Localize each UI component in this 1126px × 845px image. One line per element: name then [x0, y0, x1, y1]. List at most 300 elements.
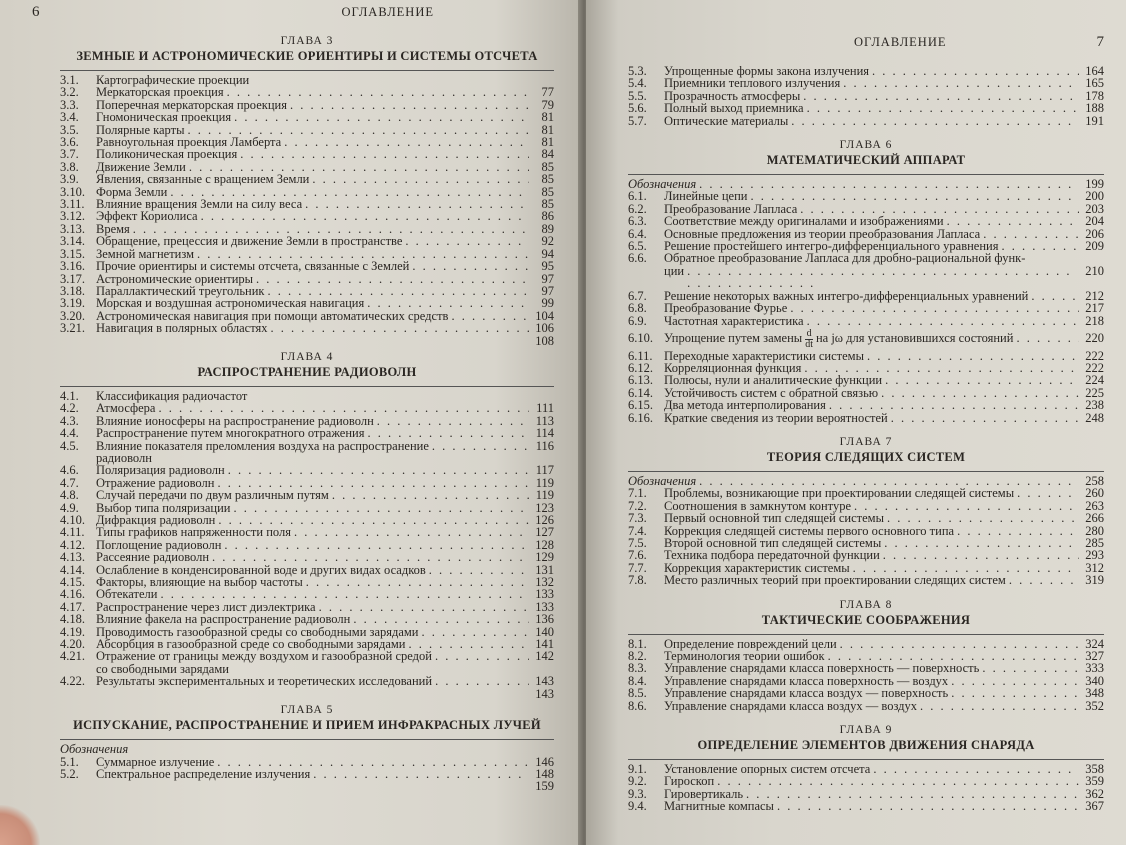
fraction-numerator: d	[806, 327, 812, 339]
entry-page: 260	[1085, 486, 1104, 501]
entry-number: 4.1.	[60, 388, 79, 403]
toc-entry	[628, 374, 1104, 386]
entry-title: Первый основной тип следящей системы	[664, 511, 884, 526]
entry-title: Результаты экспериментальных и теоретических исследований	[96, 674, 433, 689]
entry-number: 8.5.	[628, 686, 647, 701]
toc-entry	[628, 412, 1104, 424]
right-running-head	[628, 34, 1104, 51]
entry-number: 7.6.	[628, 548, 647, 563]
entry-page: 97	[541, 283, 554, 298]
page-number: 7	[1096, 34, 1104, 50]
left-running-head	[32, 4, 434, 21]
entry-title: Обтекатели	[96, 587, 158, 602]
dot-leader	[947, 215, 1079, 227]
toc-entry	[60, 489, 554, 501]
entry-page: 188	[1085, 101, 1104, 116]
entry-title: Прозрачность атмосферы	[664, 88, 801, 103]
entry-number: 3.8.	[60, 159, 79, 174]
entry-title: Место различных теорий при проектировании следящих систем	[664, 573, 1006, 588]
entry-title: Земной магнетизм	[96, 246, 195, 261]
entry-title: Гировертикаль	[664, 786, 744, 801]
entry-number: 3.14.	[60, 234, 85, 249]
chapter-rule	[60, 70, 554, 71]
entry-title: Поляризация радиоволн	[96, 463, 225, 478]
entry-page: 367	[1085, 799, 1104, 814]
chapter-label: ГЛАВА 7	[839, 435, 893, 448]
entry-title: Частотная характеристика	[664, 313, 804, 328]
entry-page: 210	[1085, 263, 1104, 278]
dot-leader	[227, 86, 529, 98]
entry-title: Абсорбция в газообразной среде со свободными зарядами	[96, 637, 406, 652]
entry-page: 85	[541, 159, 554, 174]
entry-page: 248	[1085, 410, 1104, 425]
entry-page: 148	[535, 766, 554, 781]
entry-number: 8.2.	[628, 649, 647, 664]
toc-entry	[628, 327, 1104, 350]
toc-entry	[60, 526, 554, 538]
entry-title: Преобразование Лапласа	[664, 201, 798, 216]
toc-entry	[60, 210, 554, 222]
entry-page: 136	[535, 612, 554, 627]
dot-leader	[451, 310, 529, 322]
dot-leader	[405, 235, 529, 247]
entry-number: 6.1.	[628, 189, 647, 204]
entry-page: 108	[535, 333, 554, 348]
dot-leader	[435, 650, 529, 662]
entry-number: 4.5.	[60, 438, 79, 453]
entry-page: 132	[535, 575, 554, 590]
toc-tail	[60, 780, 554, 792]
entry-title: радиоволн	[96, 450, 152, 465]
entry-number: 3.4.	[60, 110, 79, 125]
toc-entry	[628, 252, 1104, 264]
dot-leader	[887, 512, 1079, 524]
entry-number: 6.5.	[628, 239, 647, 254]
entry-page: 222	[1085, 348, 1104, 363]
entry-number: 4.3.	[60, 413, 79, 428]
entry-title: Приемники теплового излучения	[664, 76, 841, 91]
entry-page: 85	[541, 197, 554, 212]
entry-title: Время	[96, 221, 130, 236]
dot-leader	[872, 65, 1079, 77]
entry-title: Оптические материалы	[664, 113, 789, 128]
toc-entry	[60, 613, 554, 625]
dot-leader	[687, 265, 1079, 290]
entry-title: Два метода интерполирования	[664, 398, 826, 413]
entry-page: 143	[535, 674, 554, 689]
dot-leader	[432, 440, 529, 452]
dot-leader	[159, 402, 530, 414]
entry-page: 81	[541, 110, 554, 125]
entry-title: Решение некоторых важных интегро-дифференциальных уравнений	[664, 288, 1029, 303]
entry-number: 8.4.	[628, 673, 647, 688]
toc-entry	[60, 464, 554, 476]
fraction	[805, 329, 813, 350]
entry-page: 159	[535, 779, 554, 794]
entry-number: 7.3.	[628, 511, 647, 526]
toc-entry	[628, 775, 1104, 787]
entry-title: Влияние факела на распространение радиоволн	[96, 612, 351, 627]
entry-number: 3.19.	[60, 296, 85, 311]
entry-number: 6.6.	[628, 251, 647, 266]
entry-page: 85	[541, 184, 554, 199]
entry-number: 9.3.	[628, 786, 647, 801]
entry-title: Рассеяние радиоволн	[96, 550, 210, 565]
entry-page: 200	[1085, 189, 1104, 204]
entry-title: Управление снарядами класса поверхность — воздух	[664, 673, 949, 688]
dot-leader	[224, 539, 529, 551]
entry-number: 3.7.	[60, 147, 79, 162]
toc-entry	[628, 399, 1104, 411]
toc-entry	[60, 650, 554, 662]
entry-number: 4.4.	[60, 426, 79, 441]
dot-leader	[312, 173, 529, 185]
entry-page: 123	[535, 500, 554, 515]
entry-title: Управление снарядами класса поверхность — поверхность	[664, 661, 980, 676]
entry-number: 5.3.	[628, 64, 647, 78]
dot-leader	[429, 564, 529, 576]
entry-page: 81	[541, 122, 554, 137]
dot-leader	[951, 675, 1079, 687]
toc-entry	[628, 800, 1104, 812]
entry-title: Дифракция радиоволн	[96, 513, 216, 527]
dot-leader	[256, 273, 529, 285]
right-page	[586, 0, 1126, 845]
entry-number: 4.15.	[60, 575, 85, 590]
entry-page: 280	[1085, 523, 1104, 538]
entry-page: 222	[1085, 360, 1104, 375]
dot-leader	[271, 322, 529, 334]
entry-title: Полный выход приемника	[664, 101, 804, 116]
dot-leader	[873, 763, 1079, 775]
entry-page: 263	[1085, 498, 1104, 513]
dot-leader	[422, 626, 530, 638]
entry-page: 209	[1085, 239, 1104, 254]
dot-leader	[854, 500, 1079, 512]
entry-number: 9.1.	[628, 762, 647, 777]
entry-page: 140	[535, 624, 554, 639]
dot-leader	[982, 662, 1079, 674]
entry-page: 104	[535, 308, 554, 323]
entry-number: 4.12.	[60, 537, 85, 552]
entry-number: 4.14.	[60, 562, 85, 577]
entry-title: Упрощенные формы закона излучения	[664, 64, 870, 78]
entry-page: 359	[1085, 774, 1104, 789]
toc-entry	[60, 111, 554, 123]
entry-title: Морская и воздушная астрономическая навигация	[96, 296, 365, 311]
entry-number: 3.13.	[60, 221, 85, 236]
entry-number: 9.4.	[628, 799, 647, 814]
entry-page: 218	[1085, 313, 1104, 328]
entry-page: 143	[535, 686, 554, 701]
entry-number: 3.6.	[60, 135, 79, 150]
toc-entry	[60, 297, 554, 309]
entry-page: 348	[1085, 686, 1104, 701]
dot-leader	[1017, 487, 1079, 499]
entry-number: 4.8.	[60, 488, 79, 503]
chapter-label: ГЛАВА 5	[280, 704, 334, 717]
toc-entry	[628, 115, 1104, 127]
entry-title: ции	[664, 263, 685, 278]
toc-entry	[628, 102, 1104, 114]
entry-page: 142	[535, 649, 554, 664]
entry-page: 126	[535, 513, 554, 527]
entry-number: 3.1.	[60, 73, 79, 87]
entry-title: Атмосфера	[96, 401, 156, 416]
chapter-title: ИСПУСКАНИЕ, РАСПРОСТРАНЕНИЕ И ПРИЕМ ИНФРАКРАСНЫХ ЛУЧЕЙ	[73, 718, 541, 733]
dot-leader	[717, 775, 1079, 787]
entry-number: 7.8.	[628, 573, 647, 588]
entry-number: 5.5.	[628, 88, 647, 103]
entry-number: 6.13.	[628, 373, 653, 388]
chapter-rule	[60, 739, 554, 740]
notation-entry	[60, 743, 554, 755]
entry-title: Устойчивость систем с обратной связью	[664, 385, 879, 400]
entry-title: Движение Земли	[96, 159, 186, 174]
entry-page: 146	[535, 754, 554, 769]
entry-page: 358	[1085, 762, 1104, 777]
entry-number: 4.20.	[60, 637, 85, 652]
entry-title: Прочие ориентиры и системы отсчета, связанные с Землей	[96, 259, 410, 274]
entry-number: 7.7.	[628, 560, 647, 575]
chapter-title: ТЕОРИЯ СЛЕДЯЩИХ СИСТЕМ	[766, 449, 966, 464]
chapter-rule	[628, 174, 1104, 175]
entry-title: Коррекция следящей системы первого основного типа	[664, 523, 955, 538]
entry-page: 165	[1085, 76, 1104, 91]
entry-page: 319	[1085, 573, 1104, 588]
entry-number: 6.15.	[628, 398, 653, 413]
chapter-label: ГЛАВА 6	[839, 139, 893, 152]
entry-title: Поперечная меркаторская проекция	[96, 97, 287, 112]
dot-leader	[377, 415, 529, 427]
chapter-spacer	[628, 127, 1104, 135]
toc-entry	[60, 235, 554, 247]
toc-entry	[60, 86, 554, 98]
dot-leader	[920, 700, 1079, 712]
dot-leader	[883, 549, 1079, 561]
entry-title: Типы графиков напряженности поля	[96, 525, 291, 540]
toc-entry	[60, 322, 554, 334]
dot-leader	[807, 315, 1079, 327]
entry-title: Факторы, влияющие на выбор частоты	[96, 575, 303, 590]
chapter-rule	[60, 386, 554, 387]
entry-page: 95	[541, 259, 554, 274]
entry-page: 119	[535, 488, 554, 503]
entry-title: Гномоническая проекция	[96, 110, 232, 125]
entry-number: 4.13.	[60, 550, 85, 565]
dot-leader	[807, 102, 1079, 114]
dot-leader	[294, 526, 529, 538]
entry-page: 164	[1085, 64, 1104, 78]
dot-leader	[290, 99, 529, 111]
entry-title: Явления, связанные с вращением Земли	[96, 172, 310, 187]
entry-page: 128	[535, 537, 554, 552]
fraction-denominator: dt	[805, 338, 813, 350]
entry-title: Корреляционная функция	[664, 360, 802, 375]
entry-title: Случай передачи по двум различным путям	[96, 488, 329, 503]
entry-number: 6.14.	[628, 385, 653, 400]
entry-page: 327	[1085, 649, 1104, 664]
chapter-label: ГЛАВА 8	[839, 598, 893, 611]
entry-number: 8.1.	[628, 636, 647, 651]
chapter-spacer	[628, 587, 1104, 595]
entry-title: Ослабление в конденсированной воде и других видах осадков	[96, 562, 426, 577]
entry-page: 113	[535, 413, 554, 428]
dot-leader	[843, 77, 1079, 89]
entry-title: Отражение от границы между воздухом и газообразной средой	[96, 649, 432, 664]
notation-label: Обозначения	[628, 473, 697, 488]
entry-page: 206	[1085, 226, 1104, 241]
entry-page: 114	[535, 426, 554, 441]
entry-number: 4.11.	[60, 525, 85, 540]
entry-number: 7.2.	[628, 498, 647, 513]
entry-page: 312	[1085, 560, 1104, 575]
entry-title: Классификация радиочастот	[96, 388, 248, 403]
entry-page: 333	[1085, 661, 1104, 676]
chapter-title: МАТЕМАТИЧЕСКИЙ АППАРАТ	[766, 153, 966, 168]
chapter-rule	[628, 759, 1104, 760]
toc-entry	[60, 148, 554, 160]
entry-number: 7.4.	[628, 523, 647, 538]
entry-page: 79	[541, 97, 554, 112]
entry-number: 6.3.	[628, 214, 647, 229]
dot-leader	[829, 399, 1079, 411]
dot-leader	[957, 525, 1079, 537]
dot-leader	[412, 260, 529, 272]
entry-title: Преобразование Фурье	[664, 301, 788, 316]
entry-number: 6.9.	[628, 313, 647, 328]
entry-title: Астрономическая навигация при помощи автоматических средств	[96, 308, 449, 323]
entry-page: 99	[541, 296, 554, 311]
chapter-rule	[628, 471, 1104, 472]
entry-page: 238	[1085, 398, 1104, 413]
entry-number: 6.4.	[628, 226, 647, 241]
dot-leader	[790, 302, 1079, 314]
entry-number: 7.5.	[628, 536, 647, 550]
toc-entry	[60, 402, 554, 414]
dot-leader	[368, 427, 530, 439]
entry-number: 3.21.	[60, 321, 85, 336]
entry-number: 3.9.	[60, 172, 79, 187]
entry-title: Равноугольная проекция Ламберта	[96, 135, 282, 150]
running-title: ОГЛАВЛЕНИЕ	[854, 35, 947, 49]
entry-title: Коррекция характеристик системы	[664, 560, 850, 575]
entry-title: Полярные карты	[96, 122, 185, 137]
entry-page: 362	[1085, 786, 1104, 801]
toc-entry	[628, 549, 1104, 561]
dot-leader	[212, 551, 529, 563]
entry-title: Суммарное излучение	[96, 754, 215, 769]
entry-title: Проводимость газообразной среды со свободными зарядами	[96, 624, 419, 639]
entry-title: Терминология теории ошибок	[664, 649, 825, 664]
entry-number: 4.6.	[60, 463, 79, 478]
chapter-title: ЗЕМНЫЕ И АСТРОНОМИЧЕСКИЕ ОРИЕНТИРЫ И СИСТЕМЫ ОТСЧЕТА	[76, 49, 538, 63]
entry-page: 352	[1085, 698, 1104, 713]
entry-page: 324	[1085, 636, 1104, 651]
entry-number: 5.4.	[628, 76, 647, 91]
toc-entry	[60, 588, 554, 600]
entry-page: 212	[1085, 288, 1104, 303]
dot-leader	[891, 412, 1079, 424]
entry-title: Отражение радиоволн	[96, 475, 215, 490]
toc-entry	[60, 427, 554, 439]
entry-number: 5.1.	[60, 754, 79, 769]
entry-title: Эффект Кориолиса	[96, 209, 198, 224]
entry-page: 81	[541, 135, 554, 150]
chapter-rule	[628, 634, 1104, 635]
entry-page: 77	[541, 85, 554, 100]
entry-title: Краткие сведения из теории вероятностей	[664, 410, 888, 425]
entry-number: 4.22.	[60, 674, 85, 689]
entry-title: Меркаторская проекция	[96, 85, 224, 100]
dot-leader	[435, 675, 529, 687]
toc-entry	[60, 675, 554, 687]
entry-page: 106	[535, 321, 554, 336]
entry-number: 6.8.	[628, 301, 647, 316]
notation-label: Обозначения	[60, 742, 129, 757]
entry-title: Управление снарядами класса воздух — воздух	[664, 698, 918, 713]
entry-title: Обратное преобразование Лапласа для дробно-рациональной функ-	[664, 251, 1026, 266]
dot-leader	[746, 788, 1079, 800]
dot-leader	[234, 502, 530, 514]
chapter-label: ГЛАВА 9	[839, 724, 893, 737]
dot-leader	[313, 768, 529, 780]
entry-number: 6.7.	[628, 288, 647, 303]
entry-page: 85	[541, 172, 554, 187]
entry-title: Астрономические ориентиры	[96, 271, 254, 286]
entry-page: 285	[1085, 536, 1104, 550]
entry-title: Магнитные компасы	[664, 799, 774, 814]
entry-number: 3.11.	[60, 197, 85, 212]
entry-number: 3.12.	[60, 209, 85, 224]
dot-leader	[353, 613, 529, 625]
entry-number: 3.2.	[60, 85, 79, 100]
entry-page: 266	[1085, 511, 1104, 526]
entry-number: 6.2.	[628, 201, 647, 216]
toc-entry	[60, 551, 554, 563]
entry-number: 6.16.	[628, 410, 653, 425]
entry-page: 111	[536, 401, 554, 416]
entry-title: Соответствие между оригиналами и изображениями	[664, 214, 944, 229]
toc-entry	[60, 260, 554, 272]
chapter-title: РАСПРОСТРАНЕНИЕ РАДИОВОЛН	[197, 364, 417, 379]
entry-number: 3.3.	[60, 97, 79, 112]
entry-title: Картографические проекции	[96, 73, 250, 87]
toc-tail	[60, 335, 554, 347]
entry-title: со свободными зарядами	[96, 661, 229, 676]
toc-entry	[628, 487, 1104, 499]
left-toc	[60, 35, 554, 793]
entry-title: Линейные цепи	[664, 189, 748, 204]
entry-page: 119	[535, 475, 554, 490]
entry-title: Техника подбора передаточной функции	[664, 548, 880, 563]
dot-leader	[1031, 290, 1079, 302]
entry-page: 225	[1085, 385, 1104, 400]
dot-leader	[699, 178, 1079, 190]
chapter-label: ГЛАВА 3	[280, 35, 334, 47]
entry-title: Гироскоп	[664, 774, 715, 789]
entry-title: Соотношения в замкнутом контуре	[664, 498, 852, 513]
entry-number: 5.7.	[628, 113, 647, 128]
entry-title: Переходные характеристики системы	[664, 348, 864, 363]
entry-title: Основные предложения из теории преобразования Лапласа	[664, 226, 981, 241]
entry-number: 3.15.	[60, 246, 85, 261]
entry-page: 220	[1085, 330, 1104, 345]
toc-entry	[628, 215, 1104, 227]
dot-leader	[240, 148, 529, 160]
entry-page: 178	[1085, 88, 1104, 103]
entry-number: 9.2.	[628, 774, 647, 789]
